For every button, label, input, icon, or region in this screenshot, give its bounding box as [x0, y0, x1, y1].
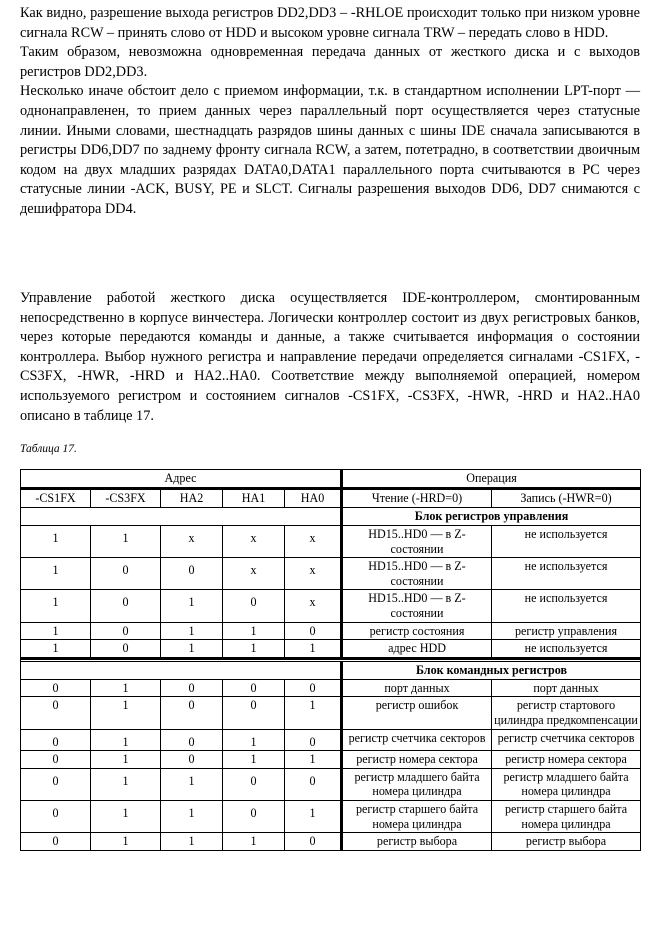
cell-write: не используется — [492, 558, 641, 590]
table-row — [21, 526, 641, 558]
cell-ha2: 1 — [161, 768, 223, 800]
section-control-registers: Блок регистров управления — [342, 508, 641, 526]
cell-write: не используется — [492, 526, 641, 558]
cell-ha1: 1 — [223, 729, 285, 751]
cell-cs1fx: 0 — [21, 833, 91, 851]
cell-ha2: 1 — [161, 622, 223, 640]
cell-ha2: 0 — [161, 697, 223, 729]
table-row — [21, 590, 641, 622]
col-header-cs1fx: -CS1FX — [21, 489, 91, 508]
cell-cs1fx: 0 — [21, 697, 91, 729]
cell-write: регистр стартового цилиндра предкомпенсации — [492, 697, 641, 729]
cell-ha2: x — [161, 526, 223, 558]
register-table — [20, 469, 641, 851]
cell-read: HD15..HD0 — в Z-состоянии — [342, 526, 492, 558]
cell-write: регистр номера сектора — [492, 751, 641, 769]
table-row — [21, 640, 641, 659]
col-header-ha2: HA2 — [161, 489, 223, 508]
cell-ha1: x — [223, 558, 285, 590]
cell-read: порт данных — [342, 679, 492, 697]
section-command-registers-row — [21, 661, 641, 679]
body-text-ide — [20, 289, 640, 426]
cell-write: порт данных — [492, 679, 641, 697]
paragraph: Управление работой жесткого диска осуществляется IDE-контроллером, смонтированным непосредственно в корпусе винчестера. Логически контроллер состоит из двух регистровых банков, через которые передаются команды и данные, а также считывается информация о состоянии контроллера. Выбор нужного регистра и направление передачи определяется сигналами -CS1FX, -CS3FX, -HWR, -HRD и HA2..HA0. Соответствие между выполняемой операцией, номером используемого регистром и состоянием сигналов -CS1FX, -CS3FX, -HWR, -HRD и HA2..HA0 описано в таблице 17. — [20, 290, 640, 424]
paragraph: Таким образом, невозможна одновременная передача данных от жесткого диска и с выходов регистров DD2,DD3. — [20, 44, 640, 80]
cell-ha0: 1 — [285, 800, 342, 832]
cell-cs3fx: 0 — [91, 622, 161, 640]
cell-ha2: 1 — [161, 640, 223, 659]
cell-cs3fx: 0 — [91, 558, 161, 590]
cell-cs3fx: 1 — [91, 800, 161, 832]
col-header-read: Чтение (-HRD=0) — [342, 489, 492, 508]
cell-ha0: 0 — [285, 768, 342, 800]
cell-cs1fx: 0 — [21, 800, 91, 832]
cell-write: регистр младшего байта номера цилиндра — [492, 768, 641, 800]
cell-read: регистр состояния — [342, 622, 492, 640]
col-header-cs3fx: -CS3FX — [91, 489, 161, 508]
cell-cs1fx: 1 — [21, 640, 91, 659]
cell-ha0: 1 — [285, 697, 342, 729]
address-group-header: Адрес — [21, 470, 342, 489]
cell-cs1fx: 0 — [21, 768, 91, 800]
cell-cs3fx: 1 — [91, 679, 161, 697]
cell-read: HD15..HD0 — в Z-состоянии — [342, 590, 492, 622]
col-header-ha0: HA0 — [285, 489, 342, 508]
cell-cs3fx: 1 — [91, 768, 161, 800]
section-control-registers-row — [21, 508, 641, 526]
paragraph: Несколько иначе обстоит дело с приемом информации, т.к. в стандартном исполнении LPT-порт — однонаправленен, то прием данных через параллельный порт осуществляется через статусные линии. Иными словами, шестнадцать разрядов шины данных с шины IDE сначала записываются в регистры DD6,DD7 по заднему фронту сигнала RCW, а затем, потетрадно, в соответствии двоичным кодом на двух младших разрядах DATA0,DATA1 параллельного порта считываются в PC через статусные линии -ACK, BUSY, PE и SLCT. Сигналы разрешения выходов DD6, DD7 снимаются с дешифратора DD4. — [20, 83, 640, 217]
table-column-header-row — [21, 489, 641, 508]
cell-ha1: 0 — [223, 800, 285, 832]
body-text-top — [20, 4, 640, 220]
cell-ha0: 0 — [285, 833, 342, 851]
cell-ha0: 1 — [285, 751, 342, 769]
register-table-body — [21, 470, 641, 851]
cell-cs3fx: 1 — [91, 697, 161, 729]
cell-cs3fx: 1 — [91, 526, 161, 558]
cell-write: не используется — [492, 590, 641, 622]
table-caption: Таблица 17. — [20, 443, 77, 455]
cell-ha2: 1 — [161, 590, 223, 622]
section-command-registers: Блок командных регистров — [342, 661, 641, 679]
cell-read: регистр выбора — [342, 833, 492, 851]
cell-ha1: 1 — [223, 622, 285, 640]
table-row — [21, 622, 641, 640]
cell-ha2: 0 — [161, 558, 223, 590]
paragraph: Как видно, разрешение выхода регистров DD2,DD3 – -RHLOE происходит только при низком уровне сигнала RCW – принять слово от HDD и высоком уровне сигнала TRW – передать слово в HDD. — [20, 5, 640, 41]
cell-cs1fx: 1 — [21, 558, 91, 590]
cell-read: регистр ошибок — [342, 697, 492, 729]
cell-ha0: x — [285, 590, 342, 622]
cell-cs1fx: 0 — [21, 751, 91, 769]
table-row — [21, 833, 641, 851]
cell-cs3fx: 1 — [91, 729, 161, 751]
cell-ha2: 0 — [161, 751, 223, 769]
table-row — [21, 697, 641, 729]
section-gap-cell — [21, 661, 342, 679]
cell-cs1fx: 1 — [21, 526, 91, 558]
cell-ha0: x — [285, 526, 342, 558]
cell-write: регистр выбора — [492, 833, 641, 851]
cell-cs1fx: 1 — [21, 590, 91, 622]
table-group-header-row — [21, 470, 641, 489]
cell-ha0: 1 — [285, 640, 342, 659]
cell-ha2: 0 — [161, 729, 223, 751]
cell-read: регистр счетчика секторов — [342, 729, 492, 751]
cell-ha0: x — [285, 558, 342, 590]
cell-cs1fx: 0 — [21, 729, 91, 751]
cell-write: регистр управления — [492, 622, 641, 640]
table-row — [21, 558, 641, 590]
cell-ha1: 0 — [223, 590, 285, 622]
cell-cs1fx: 0 — [21, 679, 91, 697]
cell-ha2: 1 — [161, 833, 223, 851]
cell-ha1: 1 — [223, 833, 285, 851]
cell-ha1: 1 — [223, 751, 285, 769]
col-header-ha1: HA1 — [223, 489, 285, 508]
cell-ha1: 1 — [223, 640, 285, 659]
table-row — [21, 751, 641, 769]
cell-read: HD15..HD0 — в Z-состоянии — [342, 558, 492, 590]
section-gap-cell — [21, 508, 342, 526]
cell-ha2: 0 — [161, 679, 223, 697]
cell-ha1: x — [223, 526, 285, 558]
cell-read: регистр номера сектора — [342, 751, 492, 769]
cell-cs3fx: 1 — [91, 751, 161, 769]
cell-ha2: 1 — [161, 800, 223, 832]
cell-ha0: 0 — [285, 729, 342, 751]
cell-cs1fx: 1 — [21, 622, 91, 640]
cell-ha0: 0 — [285, 679, 342, 697]
operation-group-header: Операция — [342, 470, 641, 489]
cell-read: регистр старшего байта номера цилиндра — [342, 800, 492, 832]
cell-cs3fx: 0 — [91, 640, 161, 659]
cell-cs3fx: 0 — [91, 590, 161, 622]
cell-ha1: 0 — [223, 697, 285, 729]
cell-write: регистр старшего байта номера цилиндра — [492, 800, 641, 832]
cell-read: регистр младшего байта номера цилиндра — [342, 768, 492, 800]
table-row — [21, 768, 641, 800]
cell-ha0: 0 — [285, 622, 342, 640]
cell-read: адрес HDD — [342, 640, 492, 659]
col-header-write: Запись (-HWR=0) — [492, 489, 641, 508]
cell-write: не используется — [492, 640, 641, 659]
cell-write: регистр счетчика секторов — [492, 729, 641, 751]
table-row — [21, 679, 641, 697]
cell-ha1: 0 — [223, 679, 285, 697]
table-row — [21, 729, 641, 751]
cell-ha1: 0 — [223, 768, 285, 800]
table-row — [21, 800, 641, 832]
cell-cs3fx: 1 — [91, 833, 161, 851]
